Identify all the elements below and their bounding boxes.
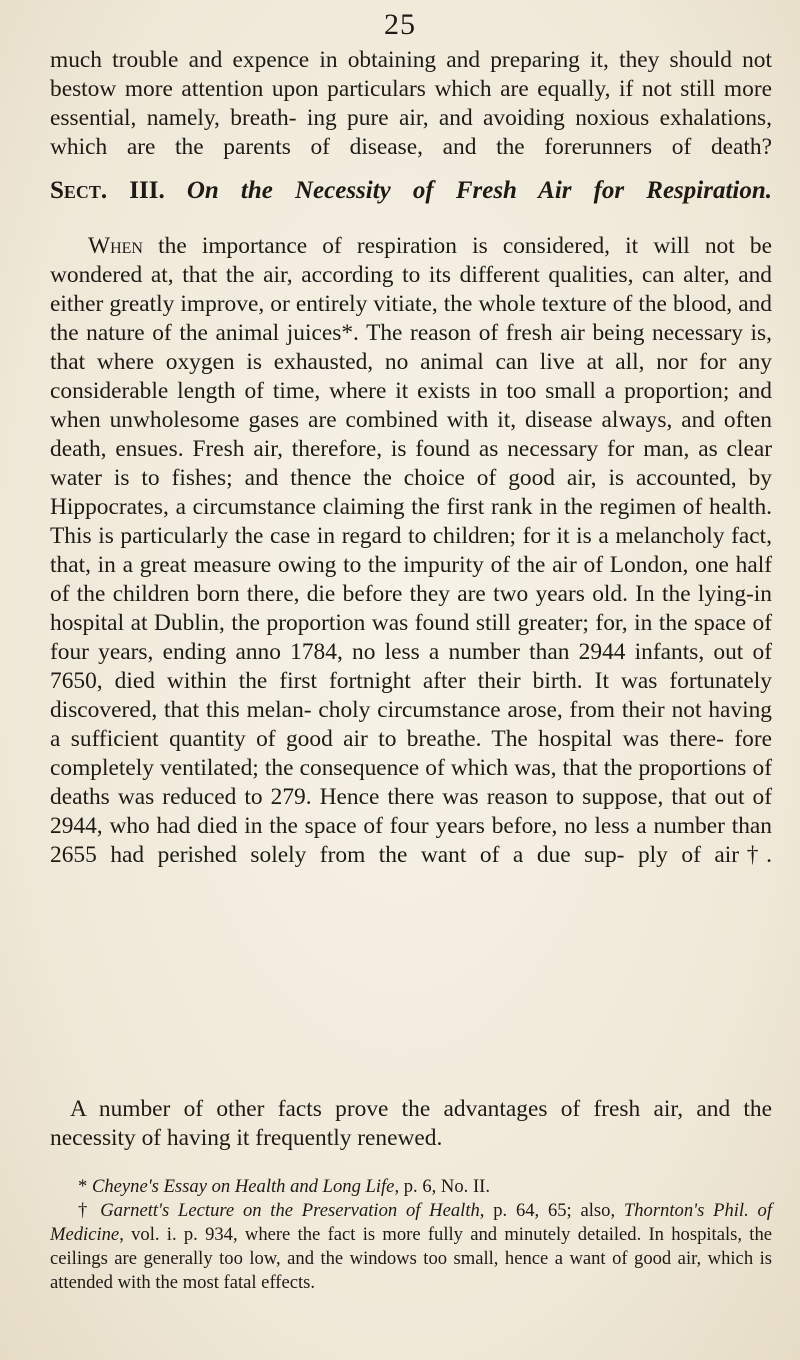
section-label: Sect. III. bbox=[50, 177, 165, 204]
body-paragraph-1 bbox=[50, 232, 772, 870]
footnote-1 bbox=[50, 1175, 772, 1199]
paragraph-1-text: the importance of respiration is considered, it will not be wondered at, that the air, according to its different qualities, can alter, and either greatly improve, or entirely vitiate, the whole texture of the blood, and the nature of the animal juices*. The reason of fresh air being necessary is, that where oxygen is exhausted, no animal can live at all, nor for any considerable length of time, where it exists in too small a proportion; and when unwholesome gases are combined with it, disease always, and often death, ensues. Fresh air, therefore, is found as necessary for man, as clear water is to fishes; and thence the choice of good air, is accounted, by Hippocrates, a circumstance claiming the first rank in the regimen of health. This is particularly the case in regard to children; for it is a melancholy fact, that, in a great measure owing to the impurity of the air of London, one half of the children born there, die before they are two years old. In the lying-in hospital at Dublin, the proportion was found still greater; for, in the space of four years, ending anno 1784, no less a number than 2944 infants, out of 7650, died within the first fortnight after their birth. It was fortunately discovered, that this melan- choly circumstance arose, from their not having a sufficient quantity of good air to breathe. The hospital was there- fore completely ventilated; the consequence of which was, that the proportions of deaths was reduced to 279. Hence there was reason to suppose, that out of 2944, who had died in the space of four years before, no less a number than 2655 had perished solely from the want of a due sup- ply of air†. bbox=[50, 233, 772, 868]
footnote-2 bbox=[50, 1199, 772, 1295]
footnote-1-source: Cheyne's Essay on Health and Long Life bbox=[91, 1176, 395, 1197]
page-number: 25 bbox=[384, 8, 416, 41]
footnote-1-mark: * bbox=[78, 1176, 88, 1197]
footnote-2-source-2: Thornton's Phil. of Medicine bbox=[50, 1200, 772, 1245]
footnote-1-text: , p. 6, No. II. bbox=[394, 1176, 490, 1197]
footnotes bbox=[50, 1175, 772, 1295]
footnote-2-text-1: , p. 64, 65; also, bbox=[479, 1200, 624, 1221]
footnote-2-mark: † bbox=[78, 1200, 92, 1221]
footnote-2-source-1: Garnett's Lecture on the Preservation of Health bbox=[100, 1200, 480, 1221]
body-paragraph-2: A number of other facts prove the advantages of fresh air, and the necessity of having it frequently renewed. bbox=[50, 1096, 772, 1151]
paragraph-lead-word: When bbox=[88, 233, 143, 259]
footnote-2-text-2: , vol. i. p. 934, where the fact is more fully and minutely detailed. In hospitals, the ceilings are generally too low, and the windows too small, hence a want of good air, which is attended with the most fatal effects. bbox=[50, 1224, 772, 1293]
section-title: On the Necessity of Fresh Air for Respiration. bbox=[186, 177, 772, 204]
intro-paragraph: much trouble and expence in obtaining and preparing it, they should not bestow more attention upon particulars which are equally, if not still more essential, namely, breath- ing pure air, and avoiding noxious exhalations, which are the parents of disease, and the forerunners of death? bbox=[50, 47, 772, 160]
section-heading bbox=[50, 177, 772, 205]
